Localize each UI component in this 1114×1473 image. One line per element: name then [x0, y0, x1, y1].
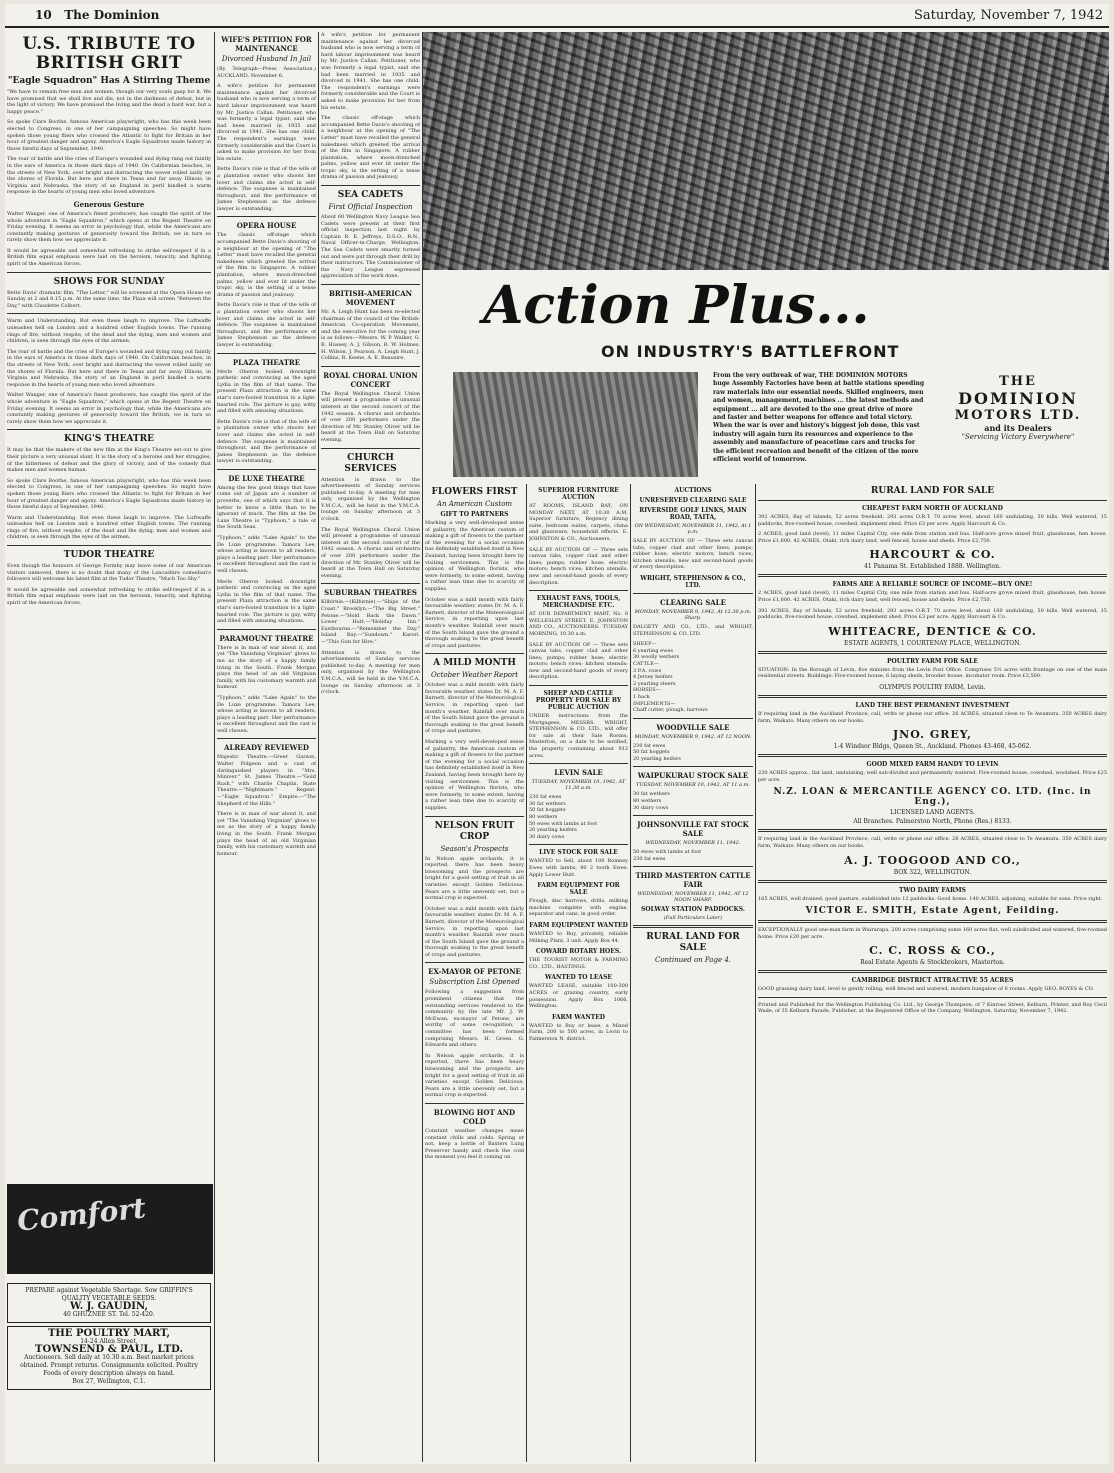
tudor-headline: TUDOR THEATRE — [63, 550, 155, 561]
toogood-box: BOX 322, WELLINGTON. — [893, 868, 972, 876]
farm-equipment-headline: FARM EQUIPMENT FOR SALE — [537, 882, 620, 897]
kings-text: So spoke Clare Boothe, famous American playwright, who has this week been elected to Congress, in one of her campaigning speeches. So might have spoken those young fliers who crossed the Atlantic to fight for Britain in her hour of greatest danger and agony. America's Eagle Squadrons made history in those fateful days of September, 1940. — [7, 477, 211, 511]
reliable-text: 2 ACRES, good land (level), 11 miles Capital City, one mile from station and bus. Half-acre grove mixed fruit, glasshouse, hen house. Price £1,600. 42 ACRES, Otaki, rich dairy land, well fenced, house and sheds. Price £2,750. — [758, 590, 1107, 603]
blowing-text: Constant weather changes mean constant chills and colds. Spring or not, keep a bottle of Baxters Lung Preserver handy and check the cold the moment you feel it coming on. — [425, 1127, 524, 1161]
opera-text: The classic off-stage which accompanied Bette Davis's shooting of a neighbour at the opening of "The Letter" must have recalled the general nakedness which greeted the arrival of the film in Singapore. A rubber plantation, where moon-drenched palms, yellow and ever lit under the tropic sky, is the setting of a tense drama of passion and jealousy. — [217, 232, 316, 298]
sea-cadets-text: About 60 Wellington Navy League Sea Cadets were present at their first official inspection last night by Captain R. E. Jeffreys, D.S.O., R.N., Naval Officer-in-Charge, Wellington. The Sea Cadets were smartly turned out and were put through their drill by their instructors. The Commissioner of the Navy League expressed appreciation of the work done. — [321, 214, 420, 280]
divider — [321, 185, 420, 186]
flowers-subhead-2: GIFT TO PARTNERS — [440, 511, 509, 518]
flowers-text: October was a mild month with fairly favourable weather, states Dr. M. A. F. Barnett, director of the Meteorological Service, in reporting upon last month's weather. Rainfall over much of the South Island gave the ground a thorough soaking to the great benefit of crops and pastures. — [425, 596, 524, 649]
list-item: SHEEP— — [633, 641, 657, 648]
plaza-text: Bette Davis's role is that of the wife of a plantation owner who shoots her lover and claims she acted in self-defence. The suspense is maintained throughout, and the performance of James Stephenson as the defence lawyer is outstanding. — [217, 418, 316, 465]
land-investment-headline: LAND THE BEST PERMANENT INVESTMENT — [855, 701, 1010, 709]
divider — [321, 366, 420, 367]
johnsonville-headline: JOHNSONVILLE FAT STOCK SALE — [637, 820, 749, 839]
kings-text: It may be that the makers of the new film at the King's Theatre set out to give their picture a very unusual slant. It is the story of a heroine and her struggles, of the bitterness of defeat and the glory of victory, and of the comedy that makes men and women human. — [7, 447, 211, 474]
shows-headline: SHOWS FOR SUNDAY — [53, 276, 165, 287]
land-investment-text: If requiring land in the Auckland Province, call, write or phone our office. 26 ACRES, situated close to Te Awamutu. 350 ACRES dairy farm, Waikato. Many others on our books. — [758, 710, 1107, 724]
tudor-text: It would be agreeable and somewhat refreshing to strike self-respect if in a British film equal emphasis were laid on the heroism, tenacity, and fighting spirit of the American forces. — [7, 586, 211, 607]
nelson-text: In Nelson apple orchards, it is reported, there has been heavy blossoming and the prospects are bright for a good setting of fruit in all varieties except Golden Delicious. Pears are a little unevenly set, but a normal crop is expected. — [425, 855, 524, 902]
lead-paragraph: Warm and Understanding. But even these laugh to improve. The Luftwaffe unleashes hell on London and a hundred other English towns. The running rings of fire, without respite, of the dead and the dying, men and women and children, is seen through the eyes of the airmen. — [7, 318, 211, 345]
masthead — [5, 4, 1109, 28]
grey-name: JNO. GREY, — [892, 728, 973, 742]
deluxe-text: Merle Oberon looked downright pathetic and convincing as the aged Lydia in the film of that name. The present Plaza attraction is the same star's sure-footed transition to a light-hearted role. The picture is gay, witty and filled with amusing situations. — [217, 578, 316, 625]
waipukurau-list — [633, 791, 753, 811]
divider — [217, 738, 316, 739]
british-american-text: Mr. A. Leigh Hunt has been re-elected chairman of the council of the British-American Co-operation Movement, and the executive for the coming year is as follows:—Messrs. W. P. Walker, G. B. Hussey, A. J. Gibson, R. W. Holmes, H. Wilson, J. Pearson, A. Leigh Hunt, J. Collins, R. Keene, A. E. Beausire. — [321, 309, 420, 362]
johnsonville-date: WEDNESDAY, NOVEMBER 11, 1942. — [645, 840, 741, 847]
superior-text: AT ROOMS, ISLAND BAY, ON MONDAY NEXT, AT 10.30 A.M. Superior furniture, Regency dining suite, bedroom suites, carpets, china and glassware, household effects. E. JOHNSTON & CO., Auctioneers. — [529, 503, 628, 542]
paramount-text: "Typhoon," adds "Lake Again" to the De Luxe programme. Tamora Lee, whose acting is known to all readers, plays a leading part. Her performance is excellent throughout and the cast is well chosen. — [217, 694, 316, 734]
farm-wanted-headline: FARM EQUIPMENT WANTED — [529, 921, 628, 929]
suburban-text: Kilbirnie.—(Kilbirnie).—"Ships of the Coast." Brooklyn.—"The Big Street." Petone.—"Hold Back the Dawn." Lower Hutt.—"Holiday Inn." Eastbourne.—"Remember the Day." Island Bay.—"Sundown." Karori.—"This Gun for Hire." — [321, 599, 420, 645]
list-item: Chaff cutter, plough, harrows — [633, 707, 708, 714]
plaza-text: Merle Oberon looked downright pathetic and convincing as the aged Lydia in the film of that name. The present Plaza attraction is the same star's sure-footed transition to a light-hearted role. The picture is gay, witty and filled with amusing situations. — [217, 368, 316, 415]
divider — [633, 593, 753, 594]
list-item: 2 yearling steers — [633, 680, 676, 687]
good-mixed-text: 230 ACRES approx., flat land, undulating, well sub-divided and permanently watered. Five-roomed house, cowshed, woolshed. Price £25 per acre. — [758, 770, 1107, 783]
paramount-text: There is in man of war about it, and yet "The Vanishing Virginian" glows to me as the story of a happy family living in the South. Frank Morgan plays the head of an old Virginian family, with his customary warmth and humour. — [217, 644, 316, 691]
poultry-mart-advert — [7, 1326, 211, 1390]
lead-paragraph: It would be agreeable and somewhat refreshing to strike self-respect if in a British film equal emphasis were laid on the heroism, tenacity, and fighting spirit of the American forces. — [7, 247, 211, 268]
divider — [529, 763, 628, 764]
poultry-mart-firm: TOWNSEND & PAUL, LTD. — [35, 1344, 183, 1355]
column-rule — [526, 484, 527, 1462]
toogood-text: If requiring land in the Auckland Province, call, write or phone our office. 26 ACRES, situated close to Te Awamutu. 350 ACRES dairy farm, Waikato. Many others on our books. — [758, 836, 1107, 849]
exceptional-text: EXCEPTIONALLY good one-man farm in Wairarapa, 200 acres comprising some 160 acres flat, well subdivided and watered, five-roomed home. Price £20 per acre. — [758, 927, 1107, 940]
comfort-advert-text: Comfort — [15, 1191, 148, 1238]
column-rule — [755, 484, 756, 1462]
divider — [758, 920, 1107, 923]
opera-headline: OPERA HOUSE — [236, 221, 297, 231]
divider — [758, 829, 1107, 832]
cheapest-text: 2 ACRES, good land (level), 11 miles Capital City, one mile from station and bus. Half-acre grove mixed fruit, glasshouse, hen house. Price £1,600. 42 ACRES, Otaki, rich dairy land, well fenced, house and sheds. Price £2,750. — [758, 531, 1107, 544]
poultry-farm-text: SITUATION: In the Borough of Levin, five minutes from the Levin Post Office. Comprises 5½ acres with frontage on one of the main residential streets. Buildings: Five-roomed house, 6 laying sheds, brooder house, incubator room. Price £3,500. — [758, 666, 1107, 680]
tudor-text: Even though the honours of George Formby may leave some of our American visitors unmoved, there is no doubt that many of the Lancashire comedian's followers will welcome his latest film at the Tudor Theatre, "Much Too Shy." — [7, 563, 211, 583]
petone-text: In Nelson apple orchards, it is reported, there has been heavy blossoming and the prospects are bright for a good setting of fruit in all varieties except Golden Delicious. Pears are a little unevenly set, but a normal crop is expected. — [425, 1052, 524, 1099]
mild-subhead: October Weather Report — [430, 671, 519, 680]
seeds-advert — [7, 1283, 211, 1323]
nelson-subhead: Season's Prospects — [440, 844, 509, 853]
already-text: Majestic Theatre.—Greer Garson, Walter Pidgeon and a cast of distinguished players in "Mrs. Miniver." St. James Theatre.—"Gold Rush," with Charlie Chaplin. State Theatre.—"Nightmare." Regent.—"Eagle Squadron." Empire.—"The Shepherd of the Hills." — [217, 754, 316, 807]
reliable-text: 392 ACRES, Bay of Islands, 52 acres freehold, 293 acres O.R.T. 70 acres level, about 160 undulating, 50 hills. Well watered, 15 paddocks, five-roomed house, cowshed, implement shed. Price £3 per acre. Apply Harcourt & Co. — [758, 607, 1107, 621]
livestock-headline: LIVE STOCK FOR SALE — [539, 849, 618, 857]
superior-headline: SUPERIOR FURNITURE AUCTION — [538, 487, 619, 501]
list-item: 230 fat ewes — [633, 855, 666, 862]
smith-name: VICTOR E. SMITH, Estate Agent, Feilding. — [805, 906, 1060, 917]
divider — [758, 500, 1107, 501]
list-item: 20 yearling heifers — [633, 755, 681, 762]
divider — [758, 695, 1107, 698]
divider — [425, 1103, 524, 1104]
nelson-text: October was a mild month with fairly favourable weather, states Dr. M. A. F. Barnett, director of the Meteorological Service, in reporting upon last month's weather. Rainfall over much of the South Island gave the ground a thorough soaking to the great benefit of crops and pastures. — [425, 905, 524, 958]
nz-loan-name: N.Z. LOAN & MERCANTILE AGENCY CO. LTD. (Inc. in Eng.), — [773, 787, 1092, 808]
divider — [758, 754, 1107, 757]
toogood-name: A. J. TOOGOOD AND CO., — [844, 853, 1021, 867]
deluxe-text: Among the few good things that have come out of Japan are a number of proverbs, one of which says that it is better to know a little than to be ignorant of much. The film at the De Luxe Theatre is "Typhoon," a tale of the South Seas. — [217, 484, 316, 531]
already-headline: ALREADY REVIEWED — [224, 743, 309, 753]
divider — [7, 313, 211, 314]
lead-crosshead: Generous Gesture — [73, 199, 145, 209]
lead-subhead: "Eagle Squadron" Has A Stirring Theme — [7, 76, 211, 86]
whiteacre-name: WHITEACRE, DENTICE & CO. — [828, 624, 1037, 638]
waipukurau-date: TUESDAY, NOVEMBER 10, 1942, AT 11 a.m. — [636, 782, 750, 789]
church-headline: CHURCH SERVICES — [344, 452, 397, 474]
divider — [217, 216, 316, 217]
unreserved-firm: WRIGHT, STEPHENSON & CO., LTD. — [640, 574, 746, 589]
petone-text: Following a suggestion from prominent citizens that the outstanding services rendered to the community by the late Mr. J. W. McEwan, ex-mayor of Petone, are worthy of some recognition, a committee has been formed comprising Messrs. H. Green, G. Edwards and others. — [425, 989, 524, 1049]
woodville-list — [633, 743, 753, 763]
cambridge-text: GOOD grassing dairy land, level to gently rolling, well fenced and watered, modern bungalow of 6 rooms. Apply GEO. BOYES & CO. — [758, 986, 1095, 993]
factory-photo-small — [453, 372, 698, 477]
wife-headline: WIFE'S PETITION FOR MAINTENANCE — [221, 35, 312, 53]
list-item: HORSES— — [633, 687, 661, 694]
levin-date: TUESDAY, NOVEMBER 10, 1942, AT 11.30 a.m. — [531, 779, 626, 792]
poultry-mart-address: 14-24 Allen Street, — [80, 1338, 138, 1345]
brand-line-1: THE — [999, 374, 1037, 389]
list-item: 30 dairy cows — [529, 833, 565, 840]
list-item: 20 yearling heifers — [529, 827, 577, 834]
issue-date: Saturday, November 7, 1942 — [914, 8, 1103, 23]
comfort-advert-image — [7, 1184, 213, 1274]
farm-wanted-2-headline: FARM WANTED — [551, 1013, 605, 1021]
superior-text: SALE BY AUCTION OF — Three sets canvas tabs, copper clad and other lines; pumps; rubber hose; electric motors; bench vices; kitchen utensils; new and second-hand goods of every description. — [529, 546, 628, 586]
cambridge-headline: CAMBRIDGE DISTRICT ATTRACTIVE 55 ACRES — [851, 977, 1014, 985]
mild-text: Marking a very well-developed sense of gallantry, the American custom of making a gift of flowers to the partner of the evening for a social occasion has definitely established itself in New Zealand, having been brought here by visiting servicemen. This is the opinion of Wellington florists, who were formerly, to some extent, having a rather lean time due to scarcity of supplies. — [425, 739, 524, 811]
wanted-lease-text: WANTED LEASE, suitable 100-300 ACRES or grazing country, early possession. Apply Box 1066, Wellington. — [529, 983, 628, 1010]
divider — [321, 448, 420, 449]
ross-sub: Real Estate Agents & Stockbrokers, Masterton. — [860, 959, 1005, 967]
unreserved-headline: UNRESERVED CLEARING SALE — [639, 497, 747, 504]
poultry-mart-box: Box 27, Wellington, C.1. — [72, 1378, 146, 1385]
divider — [758, 880, 1107, 883]
column-4-lower — [425, 484, 524, 1462]
kings-headline: KING'S THEATRE — [64, 434, 154, 445]
divider — [758, 651, 1107, 654]
clearing-date: MONDAY, NOVEMBER 9, 1942, At 12.30 p.m. Sharp. — [634, 608, 752, 621]
harcourt-address: 41 Panama St. Established 1888. Wellington. — [864, 563, 1001, 571]
woodville-headline: WOODVILLE SALE — [656, 722, 730, 732]
divider — [633, 766, 753, 767]
wife-subhead: Divorced Husband In Jail — [221, 55, 312, 63]
lead-paragraph: The roar of battle and the cries of Europe's wounded and dying rang out faintly in the ears of America in those dark days of 1940. On Californian beaches, in the streets of New York, over bright and distracting the waves rolled lazily on the shores of Florida. But here and there in Texas and far away Illinois, in Virginia and Nebraska, the story of an England in peril kindled a warm response in the hearts of young men who loved adventure. — [7, 348, 211, 388]
wife-text: A wife's petition for permanent maintenance against her divorced husband who is now serving a term of hard labour imprisonment was heard by Mr. Justice Callan. Petitioner, who was formerly a legal typist, said she had been married in 1935 and divorced in 1941. She has one child. The respondent's earnings were formerly considerable and the Court is asked to make provision for her from his estate. — [217, 83, 316, 162]
mild-headline: A MILD MONTH — [433, 658, 516, 669]
list-item: 50 ewes with lambs at foot — [633, 849, 702, 856]
list-item: 230 fat ewes — [529, 794, 562, 801]
cheapest-text: 392 ACRES, Bay of Islands, 52 acres freehold, 293 acres O.R.T. 70 acres level, about 160 undulating, 50 hills. Well watered, 15 paddocks, five-roomed house, cowshed, implement shed. Price £3 per acre. Apply Harcourt & Co. — [758, 514, 1107, 527]
list-item: 80 wethers — [633, 798, 662, 805]
rural-land-headline: RURAL LAND FOR SALE — [646, 932, 740, 954]
seeds-advert-text: PREPARE against Vegetable Shortage. Sow GRIFFIN'S QUALITY VEGETABLE SEEDS. — [25, 1287, 193, 1302]
sale-text: SALE BY AUCTION OF — Three sets canvas tabs, copper clad and other lines; pumps; rubber hose; electric motors; bench vices; kitchen utensils; new and second-hand goods of every description. — [529, 641, 628, 681]
plaza-headline: PLAZA THEATRE — [232, 357, 301, 367]
divider — [758, 970, 1107, 973]
list-item: 30 woolly wethers — [633, 654, 680, 661]
gaudin-name: W. J. GAUDIN, — [70, 1301, 148, 1312]
rural-land-continued: Continued on Page 4. — [654, 956, 732, 965]
divider — [425, 653, 524, 654]
list-item: 50 fat hoggets — [633, 749, 670, 756]
column-7 — [758, 484, 1107, 1462]
rural-land-label: RURAL LAND FOR SALE — [870, 486, 995, 496]
grey-address: 1-4 Windsor Bldgs, Queen St., Auckland. Phones 43-468, 45-062. — [833, 743, 1032, 751]
wife-text: Bette Davis's role is that of the wife of a plantation owner who shoots her lover and claims she acted in self-defence. The suspense is maintained throughout, and the performance of James Stephenson as the defence lawyer is outstanding. — [217, 166, 316, 212]
olympus-name: OLYMPUS POULTRY FARM, Levin. — [879, 683, 986, 691]
divider — [633, 866, 753, 867]
divider — [529, 844, 628, 845]
waipukurau-headline: WAIPUKURAU STOCK SALE — [637, 771, 749, 781]
column-3 — [321, 32, 420, 1462]
list-item: 3 P.A. cows — [633, 667, 662, 674]
divider — [425, 962, 524, 963]
mild-text: October was a mild month with fairly favourable weather, states Dr. M. A. F. Barnett, director of the Meteorological Service, in reporting upon last month's weather. Rainfall over much of the South Island gave the ground a thorough soaking to the great benefit of crops and pastures. — [425, 682, 524, 735]
johnsonville-list — [633, 849, 753, 862]
flowers-subhead: An American Custom — [436, 500, 513, 508]
already-text: There is in man of war about it, and yet "The Vanishing Virginian" glows to me as the story of a happy family living in the South. Frank Morgan plays the head of an old Virginian family, with his customary warmth and humour. — [217, 811, 316, 857]
good-mixed-headline: GOOD MIXED FARM HANDY TO LEVIN — [866, 761, 999, 769]
dominion-motors-advert — [423, 270, 1109, 482]
exhaust-text: AT OUR DEPARTMENT MART, No. 8 WELLESLEY STREET. E. JOHNSTON AND CO., AUCTIONEERS. TUESDAY MORNING, 10.30 a.m. — [529, 611, 628, 637]
farm-wanted-text: WANTED to Buy, privately, reliable Milking Plant, 3 unit. Apply Box 44. — [529, 930, 628, 944]
sea-cadets-subhead: First Official Inspection — [328, 203, 413, 212]
flowers-headline: FLOWERS FIRST — [431, 487, 518, 497]
third-masterton-date: WEDNESDAY, NOVEMBER 11, 1942, AT 12 NOON SHARP. — [637, 891, 749, 904]
imprint: Printed and Published for the Wellington Publishing Co. Ltd., by George Thompson, of 7 Kinross Street, Kelburn, Printer, and Roy Cecil Wade, of 35 Kelburn Parade, Publisher, at the Registered Office of the Company, Wellington, Saturday, November 7, 1942. — [758, 1001, 1107, 1015]
unreserved-date: ON WEDNESDAY, NOVEMBER 11, 1942, At 1 p.m. — [634, 523, 752, 535]
lead-paragraph: "We have to remain free men and women, though our very souls gasp for it. We have promised that we shall live and die, not in the darkness of defeat, but in the light of victory. We have promised the living and the dead a hard war, but a happy peace." — [7, 89, 211, 115]
kings-text: Warm and Understanding. But even these laugh to improve. The Luftwaffe unleashes hell on London and a hundred other English towns. The running rings of fire, without respite, of the dead and the dying, men and women and children, is seen through the eyes of the airmen. — [7, 514, 211, 541]
column-1-lower-ads — [7, 1280, 211, 1460]
petone-headline: EX-MAYOR OF PETONE — [428, 967, 521, 977]
list-item: IMPLEMENTS— — [633, 700, 676, 707]
ross-name: C. C. ROSS & CO., — [869, 944, 996, 958]
nz-loan-sub: LICENSED LAND AGENTS. — [890, 809, 975, 817]
page-number: 10 — [35, 8, 52, 22]
choral-text: The Royal Wellington Choral Union will present a programme of unusual interest at the second concert of the 1942 season. A chorus and orchestra of over 200 performers under the direction of Mr. Stanley Oliver will be heard at the Town Hall on Saturday evening. — [321, 390, 420, 443]
advert-body: From the very outbreak of war, THE DOMINION MOTORS huge Assembly Factories have been at battle stations speeding raw materials into our essential needs. Skilled engineers, men and women, management, machines ... the latest methods and equipment ... all are devoted to the one great drive of more and faster and better weapons for offence and total victory. When the war is over and history's biggest job done, this vast industry will again turn its resources and experience to the assembly and manufacture of peacetime cars and trucks for the efficient recreation and benefit of the citizen of the more efficient world of tomorrow. — [713, 372, 925, 464]
list-item: 50 fat hoggets — [529, 807, 566, 814]
tourist-company: THE TOURIST MOTOR & FARMING CO., LTD., HASTINGS. — [529, 957, 628, 970]
reliable-headline: FARMS ARE A RELIABLE SOURCE OF INCOME—BUY ONE! — [832, 581, 1033, 589]
clearing-firm: DALGETY AND CO., LTD., and WRIGHT, STEPHENSON & CO. LTD. — [633, 623, 753, 637]
brand-line-4: and its Dealers — [984, 423, 1052, 433]
column-2 — [217, 32, 316, 1462]
poultry-mart-text: Auctioneers. Sell daily at 10.30 a.m. Best market prices obtained. Prompt returns. Consignments solicited. Poultry Foods of every description always on hand. — [20, 1354, 198, 1377]
lead-paragraph: Walter Wanger, one of America's finest producers, has caught the spirit of the whole adventure in "Eagle Squadron," which opens at the Regent Theatre on Friday evening. It seems an error in psychology that, while the Americans are constantly making gestures of generosity toward the British, we in turn so rarely show them how we appreciate it. — [7, 210, 211, 244]
paper-name: The Dominion — [64, 8, 160, 22]
church-text: The Royal Wellington Choral Union will present a programme of unusual interest at the second concert of the 1942 season. A chorus and orchestra of over 200 performers under the direction of Mr. Stanley Oliver will be heard at the Town Hall on Saturday evening. — [321, 526, 420, 579]
list-item: 30 fat wethers — [633, 791, 670, 798]
list-item: 30 fat wethers — [529, 800, 566, 807]
harcourt-name: HARCOURT & CO. — [869, 548, 996, 562]
advert-brand — [933, 374, 1103, 441]
two-dairy-headline: TWO DAIRY FARMS — [899, 886, 966, 894]
column-rule — [214, 32, 215, 1462]
lead-paragraph: The roar of battle and the cries of Europe's wounded and dying rang out faintly in the ears of America in those dark days of 1940. On Californian beaches, in the streets of New York, over bright and distracting the waves rolled lazily on the shores of Florida. But here and there in Texas and far away Illinois, in Virginia and Nebraska, the story of an England in peril kindled a warm response in the hearts of young men who loved adventure. — [7, 156, 211, 196]
divider — [7, 429, 211, 430]
choral-headline: ROYAL CHORAL UNION CONCERT — [323, 370, 418, 389]
two-dairy-text: 165 ACRES, well drained, good pasture, subdivided into 12 paddocks. Good home. 140 ACRES, adjoining, suitable for sons. Price right. — [758, 895, 1103, 902]
wife-text-continued: The classic off-stage which accompanied Bette Davis's shooting of a neighbour at the opening of "The Letter" must have recalled the general nakedness which greeted the arrival of the film in Singapore. A rubber plantation, where moon-drenched palms, yellow and ever lit under the tropic sky, is the setting of a tense drama of passion and jealousy. — [321, 115, 420, 181]
factory-photo — [423, 32, 1109, 270]
suburban-text: Attention is drawn to the advertisements of Sunday services published to-day. A meeting for men only, organised by the Wellington Y.M.C.A., will be held in the Y.M.C.A. lounge on Sunday afternoon at 3 o'clock. — [321, 649, 420, 696]
suburban-headline: SUBURBAN THEATRES — [324, 588, 417, 598]
divider — [217, 469, 316, 470]
divider — [425, 816, 524, 817]
third-masterton-headline: THIRD MASTERTON CATTLE FAIR — [635, 871, 751, 890]
livestock-text: WANTED to Sell, about 100 Romney Ewes with lambs, 80 2 tooth Ewes. Apply Lower Hutt. — [529, 858, 628, 878]
nelson-headline: NELSON FRUIT CROP — [434, 820, 515, 842]
clearing-headline: CLEARING SALE — [660, 597, 726, 607]
column-rule — [630, 484, 631, 1462]
woodville-date: MONDAY, NOVEMBER 9, 1942, AT 12 NOON. — [634, 733, 752, 740]
farm-equipment-text: Plough, disc harrows, drills, milking machine complete with engine, separator and cans, in good order. — [529, 898, 628, 918]
sea-cadets-headline: SEA CADETS — [337, 190, 404, 201]
lead-paragraph: Walter Wanger, one of America's finest producers, has caught the spirit of the whole adventure in "Eagle Squadron," which opens at the Regent Theatre on Friday evening. It seems an error in psychology that, while the Americans are constantly making gestures of generosity toward the British, we in turn so rarely show them how we appreciate it. — [7, 392, 211, 425]
opera-text: Bette Davis's role is that of the wife of a plantation owner who shoots her lover and claims she acted in self-defence. The suspense is maintained throughout, and the performance of James Stephenson as the defence lawyer is outstanding. — [217, 302, 316, 348]
divider — [529, 590, 628, 591]
poultry-farm-headline: POULTRY FARM FOR SALE — [887, 657, 978, 665]
exhaust-headline: EXHAUST FANS, TOOLS, MERCHANDISE ETC. — [536, 595, 621, 610]
divider — [633, 815, 753, 816]
whiteacre-address: ESTATE AGENTS, 1 COURTENAY PLACE, WELLINGTON. — [844, 639, 1021, 647]
page-header-left — [35, 8, 159, 22]
gaudin-address: 40 GHUZNEE ST. Tel. 52-420. — [63, 1311, 155, 1318]
cheapest-headline: CHEAPEST FARM NORTH OF AUCKLAND — [862, 505, 1003, 512]
sheep-headline: SHEEP AND CATTLE PROPERTY FOR SALE BY PUBLIC AUCTION — [535, 690, 622, 712]
deluxe-text: "Typhoon," adds "Lake Again" to the De Luxe programme. Tamora Lee, whose acting is known to all readers, plays a leading part. Her performance is excellent throughout and the cast is well chosen. — [217, 535, 316, 574]
divider — [217, 353, 316, 354]
list-item: 6 yearling ewes — [633, 647, 673, 654]
wife-text-continued: A wife's petition for permanent maintenance against her divorced husband who is now serving a term of hard labour imprisonment was heard by Mr. Justice Callan. Petitioner, who was formerly a legal typist, said she had been married in 1935 and divorced in 1941. She has one child. The respondent's earnings were formerly considerable and the Court is asked to make provision for her from his estate. — [321, 32, 420, 111]
divider — [758, 574, 1107, 577]
divider — [7, 545, 211, 546]
paramount-headline: PARAMOUNT THEATRE — [219, 633, 314, 643]
third-masterton-place: SOLWAY STATION PADDOCKS. — [641, 906, 745, 914]
column-6 — [633, 484, 753, 1462]
column-5 — [529, 484, 628, 1462]
divider — [321, 583, 420, 584]
divider — [321, 284, 420, 285]
shows-text: Bette Davis' dramatic film, "The Letter," will be screened at the Opera House on Sunday at 2 and 8.15 p.m. At the same time, the Plaza will screen "Between the Day," with Claudette Colbert. — [7, 289, 211, 309]
column-rule — [318, 32, 319, 1462]
third-masterton-note: (Full Particulars Later) — [663, 915, 723, 922]
divider — [529, 685, 628, 686]
brand-line-2: DOMINION — [958, 389, 1078, 408]
divider — [758, 997, 1107, 998]
advert-headline: Action Plus... — [483, 275, 870, 336]
wanted-lease-headline: WANTED TO LEASE — [545, 974, 612, 982]
unreserved-text: SALE BY AUCTION OF — Three sets canvas tabs, copper clad and other lines; pumps; rubber hose; electric motors; bench vices; kitchen utensils; new and second-hand goods of every description. — [633, 538, 753, 571]
list-item: 50 ewes with lambs at foot — [529, 820, 598, 827]
unreserved-place: RIVERSIDE GOLF LINKS, MAIN ROAD, TAITA, — [639, 507, 747, 521]
nz-loan-branch: All Branches. Palmerston North, Phone (Res.) 8133. — [853, 818, 1012, 826]
clearing-list — [633, 641, 753, 714]
blowing-headline: BLOWING HOT AND COLD — [433, 1107, 516, 1126]
levin-headline: LEVIN SALE — [554, 768, 603, 778]
flowers-text: Marking a very well-developed sense of gallantry, the American custom of making a gift of flowers to the partner of the evening for a social occasion has definitely established itself in New Zealand, having been brought here by visiting servicemen. This is the opinion of Wellington florists, who were formerly, to some extent, having a rather lean time due to scarcity of supplies. — [425, 520, 524, 592]
deluxe-headline: DE LUXE THEATRE — [228, 473, 305, 483]
divider — [7, 272, 211, 273]
auctions-label: AUCTIONS — [674, 487, 712, 494]
church-text: Attention is drawn to the advertisements of Sunday services published to-day. A meeting for men only, organised by the Wellington Y.M.C.A., will be held in the Y.M.C.A. lounge on Sunday afternoon at 3 o'clock. — [321, 476, 420, 523]
list-item: CATTLE— — [633, 660, 659, 667]
sheep-text: UNDER instructions from the Mortgagees, MESSRS. WRIGHT, STEPHENSON & CO. LTD., will offer for sale at their Sale Rooms, Masterton, on a date to be notified, the property containing about 912 acres. — [529, 713, 628, 759]
newspaper-page — [5, 4, 1109, 1464]
levin-list — [529, 794, 628, 840]
divider — [217, 629, 316, 630]
petone-subhead: Subscription List Opened — [429, 978, 520, 987]
divider — [633, 925, 753, 928]
poultry-mart-name: THE POULTRY MART, — [47, 1328, 170, 1339]
brand-line-3: MOTORS LTD. — [954, 408, 1082, 423]
british-american-headline: BRITISH-AMERICAN MOVEMENT — [328, 289, 413, 307]
brand-slogan: "Servicing Victory Everywhere" — [961, 433, 1075, 441]
advert-tagline: ON INDUSTRY'S BATTLEFRONT — [601, 342, 900, 361]
list-item: 1 hack — [633, 693, 650, 700]
divider — [633, 718, 753, 719]
list-item: 230 fat ewes — [633, 742, 666, 749]
list-item: 30 dairy cows — [633, 804, 669, 811]
list-item: 80 wethers — [529, 814, 558, 820]
list-item: 4 Jersey heifers — [633, 674, 673, 681]
rotary-hoes: COWARD ROTARY HOES. — [535, 948, 622, 956]
lead-paragraph: So spoke Clare Boothe, famous American playwright, who has this week been elected to Congress, in one of her campaigning speeches. So might have spoken those young fliers who crossed the Atlantic to fight for Britain in her hour of greatest danger and agony. America's Eagle Squadrons made history in those fateful days of September, 1940. — [7, 119, 211, 152]
wife-dateline: (By Telegraph—Press Association.) AUCKLAND, November 6. — [217, 66, 316, 79]
farm-wanted-2-text: WANTED to Buy or lease, a Mixed Farm, 200 to 500 acres, in Levin to Palmerston N. district. — [529, 1022, 628, 1042]
lead-headline: U.S. TRIBUTE TO BRITISH GRIT — [22, 34, 196, 73]
